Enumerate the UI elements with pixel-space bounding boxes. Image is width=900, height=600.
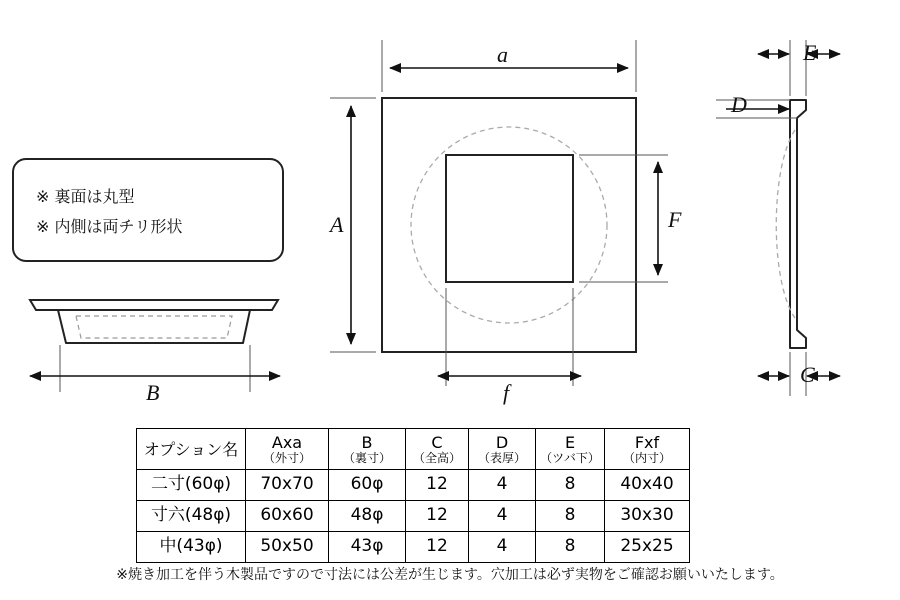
- dim-label-a: a: [497, 42, 508, 67]
- cell-b: 48φ: [329, 501, 406, 532]
- table-row: [137, 532, 690, 563]
- cell-axa: 70x70: [246, 470, 329, 501]
- cell-axa: 50x50: [246, 532, 329, 563]
- cell-e: 8: [536, 501, 605, 532]
- footer-note: ※焼き加工を伴う木製品ですので寸法には公差が生じます。穴加工は必ず実物をご確認お願いいたします。: [116, 567, 784, 583]
- row-option-name: 二寸(60φ): [137, 470, 246, 501]
- header-axa: Axa （外寸）: [246, 429, 329, 470]
- cell-d: 4: [469, 470, 536, 501]
- cell-b: 60φ: [329, 470, 406, 501]
- row-option-name: 寸六(48φ): [137, 501, 246, 532]
- dim-label-A: A: [330, 212, 344, 237]
- header-e: E （ツバ下）: [536, 429, 605, 470]
- cell-fxf: 25x25: [605, 532, 690, 563]
- cell-c: 12: [406, 501, 469, 532]
- dim-label-D: D: [731, 92, 747, 117]
- cell-fxf: 40x40: [605, 470, 690, 501]
- cell-d: 4: [469, 532, 536, 563]
- dim-label-B: B: [146, 380, 160, 405]
- cell-fxf: 30x30: [605, 501, 690, 532]
- header-fxf: Fxf （内寸）: [605, 429, 690, 470]
- row-option-name: 中(43φ): [137, 532, 246, 563]
- dim-label-F: F: [668, 207, 682, 232]
- header-b: B （裏寸）: [329, 429, 406, 470]
- cell-c: 12: [406, 532, 469, 563]
- dim-label-E: E: [803, 40, 817, 65]
- note-line-1: ※ 裏面は丸型: [36, 187, 135, 206]
- note-line-2: ※ 内側は両チリ形状: [36, 217, 183, 236]
- table-row: [137, 501, 690, 532]
- dim-label-C: C: [800, 362, 815, 387]
- dim-label-f: f: [503, 380, 510, 405]
- side-view-tray: [30, 300, 280, 392]
- plan-view: [330, 40, 668, 386]
- cell-d: 4: [469, 501, 536, 532]
- table-row: [137, 470, 690, 501]
- cell-e: 8: [536, 532, 605, 563]
- cell-c: 12: [406, 470, 469, 501]
- cell-axa: 60x60: [246, 501, 329, 532]
- cell-b: 43φ: [329, 532, 406, 563]
- spec-table: [136, 428, 690, 563]
- header-option-name: オプション名: [137, 429, 246, 470]
- cell-e: 8: [536, 470, 605, 501]
- table-header-row: [137, 429, 690, 470]
- notes-box: [12, 158, 284, 262]
- header-c: C （全高）: [406, 429, 469, 470]
- header-d: D （表厚）: [469, 429, 536, 470]
